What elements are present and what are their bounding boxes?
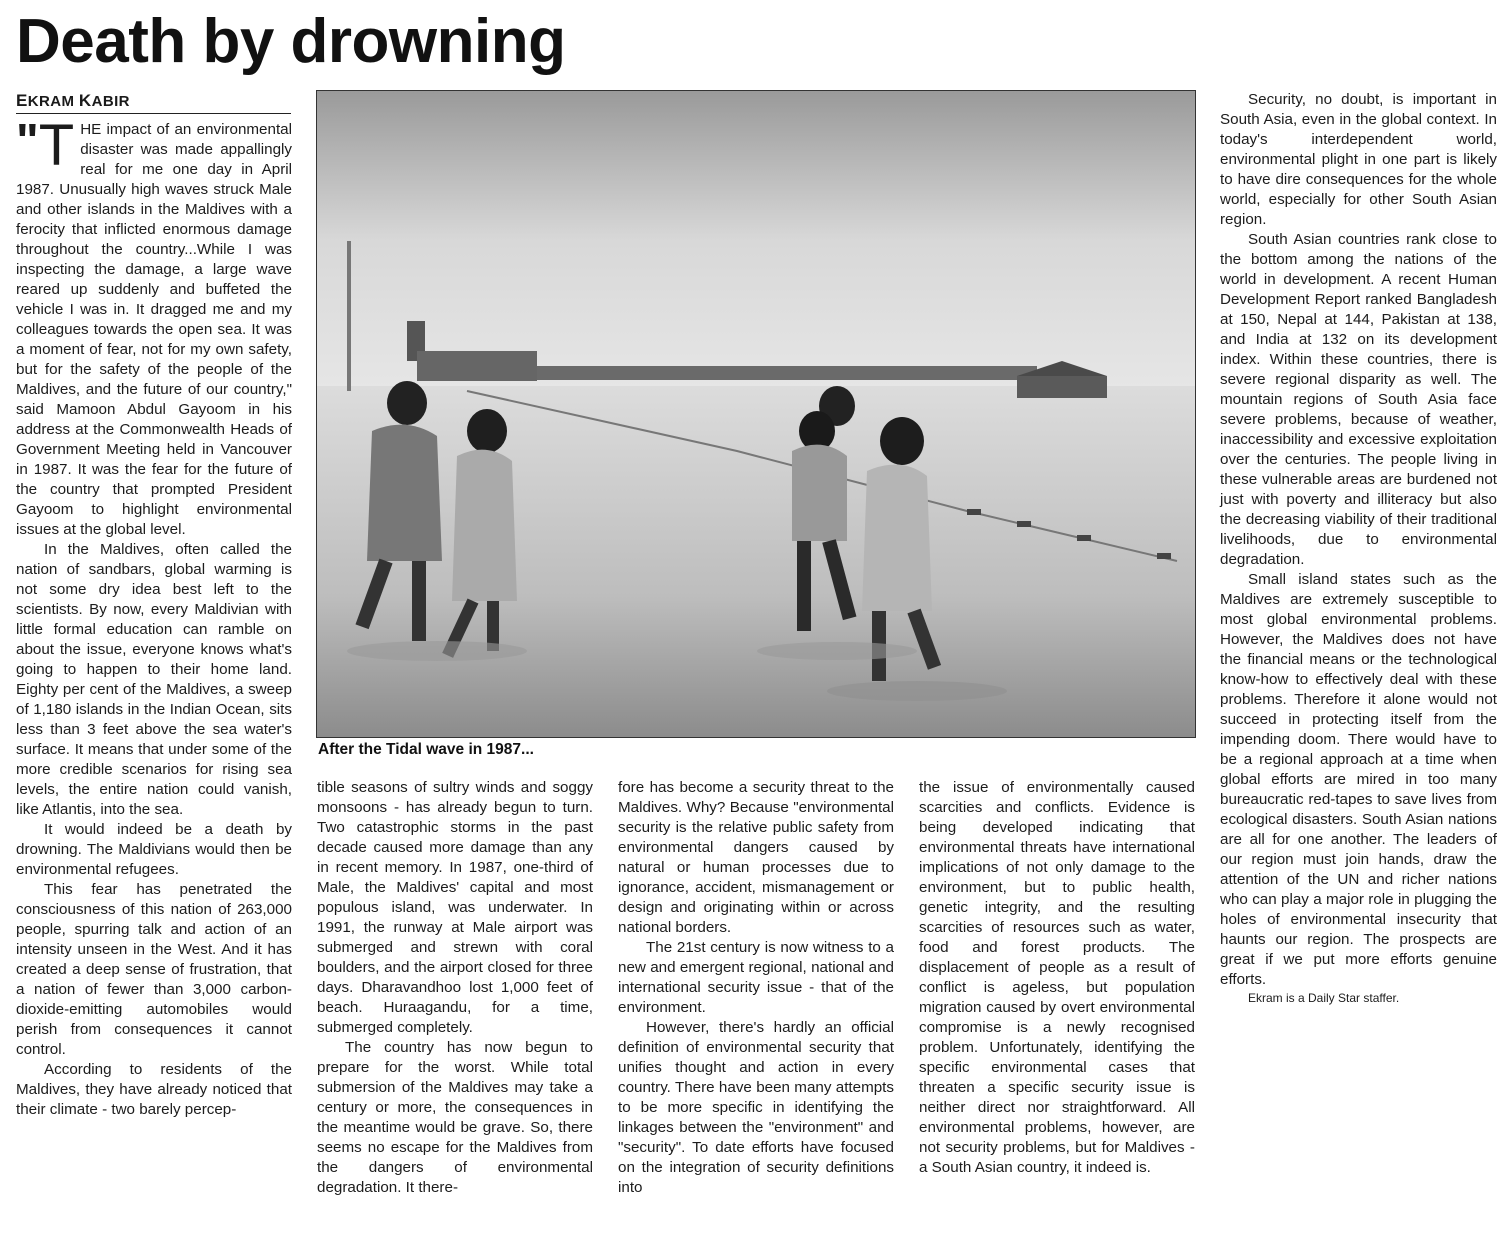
paragraph: However, there's hardly an official definition of environmental security that unifies thought and action in every country. There have been many attempts to be more specific in identifying the linkages between the "environment" and "security". To date efforts have focused on the integration of security definitions into [618, 1019, 894, 1196]
paragraph: According to residents of the Maldives, they have already noticed that their climate - two barely percep- [16, 1061, 292, 1118]
tidal-wave-photo-illustration [317, 91, 1195, 737]
paragraph: South Asian countries rank close to the bottom among the nations of the world in development. A recent Human Development Report ranked Bangladesh at 150, Nepal at 144, Pakistan at 138, and India at 132 on its development index. Within these countries, there is severe regional disparity as well. The mountain regions of South Asia face severe problems, because of weather, inaccessibility and excessive exploitation over the centuries. The people living in these vulnerable areas are burdened not just with poverty and illiteracy but also the decreasing viability of their traditional livelihoods, due to environmental degradation. [1220, 231, 1497, 568]
headline: Death by drowning [16, 7, 566, 76]
byline [16, 92, 291, 114]
paragraph: Security, no doubt, is important in South Asia, even in the global context. In today's interdependent world, environmental plight in one part is likely to have dire consequences for the whole world, especially for other South Asian region. [1220, 91, 1497, 228]
drop-cap-quote: " [16, 115, 39, 168]
paragraph-text: HE impact of an environmental disaster was made appallingly real for me one day in April 1987. Unusually high waves struck Male and other islands in the Maldives with a ferocity that inflicted enormous damage throughout the country...While I was inspecting the damage, a large wave reared up suddenly and buffeted the vehicle I was in. It dragged me and my colleagues towards the open sea. It was a moment of fear, not for my own safety, but for the safety of the people of the Maldives, and the future of our country," said Mamoon Abdul Gayoom in his address at the Commonwealth Heads of Government Meeting held in Vancouver in 1987. It was the fear for the future of the country that prompted President Gayoom to highlight environmental issues at the global level. [16, 121, 292, 538]
author-credit: Ekram is a Daily Star staffer. [1248, 991, 1400, 1005]
article-column-3 [618, 778, 894, 1198]
photo-caption: After the Tidal wave in 1987... [318, 741, 534, 758]
drop-cap [16, 113, 75, 178]
byline-last-name-rest: ABIR [91, 93, 130, 110]
byline-initial-last: K [78, 91, 92, 110]
byline-first-name-rest: KRAM [27, 93, 79, 110]
paragraph: This fear has penetrated the consciousness of this nation of 263,000 people, spurring talk and action of an intensity unseen in the West. And it has created a deep sense of frustration, that a nation of fewer than 3,000 carbon-dioxide-emitting automobiles would perish from consequences it cannot control. [16, 881, 292, 1058]
paragraph: The 21st century is now witness to a new and emergent regional, national and international security issue - that of the environment. [618, 939, 894, 1016]
paragraph-opening [16, 113, 292, 540]
paragraph: The country has now begun to prepare for the worst. While total submersion of the Maldives may take a century or more, the consequences in the meantime would be grave. So, there seems no escape for the Maldives from the dangers of environmental degradation. It there- [317, 1039, 593, 1196]
paragraph: Small island states such as the Maldives are extremely susceptible to most global environmental problems. However, the Maldives does not have the financial means or the technological know-how to effectively deal with these problems. Therefore it alone would not succeed in protecting itself from the impending doom. There would have to be a regional approach at a time when global efforts are mired in too many bureaucratic red-tapes to save lives from ecological disasters. South Asian nations are all for one another. The leaders of our region must join hands, draw the attention of the UN and richer nations who can play a major role in plugging the holes of environmental insecurity that haunts our region. The prospects are great if we put more efforts genuine efforts. [1220, 571, 1497, 988]
paragraph: tible seasons of sultry winds and soggy monsoons - has already begun to turn. Two catastrophic storms in the past decade caused more damage than any in recent memory. In 1987, one-third of Male, the Maldives' capital and most populous island, was underwater. In 1991, the runway at Male airport was submerged and strewn with coral boulders, and the airport closed for three days. Dharavandhoo lost 1,000 feet of beach. Huraagandu, for a time, submerged completely. [317, 779, 593, 1036]
article-column-1 [16, 113, 292, 1120]
article-column-4 [919, 778, 1195, 1178]
paragraph: fore has become a security threat to the Maldives. Why? Because "environmental security is the relative public safety from environmental dangers caused by natural or human processes due to ignorance, accident, mismanagement or design and originating within or across national borders. [618, 779, 894, 936]
byline-initial-first: E [16, 91, 28, 110]
paragraph: the issue of environmentally caused scarcities and conflicts. Evidence is being developed indicating that environmental threats have international implications of not only damage to the environment, but to public health, genetic integrity, and the resulting scarcities of resources such as water, food and forest products. The displacement of people as a result of conflict is ageless, but population migration caused by overt environmental compromise is a newly recognised problem. Unfortunately, identifying the specific environmental cases that threaten a specific security issue is neither direct nor straightforward. All environmental problems, however, are not security problems, but for Maldives - a South Asian country, it indeed is. [919, 779, 1195, 1176]
article-column-5 [1220, 90, 1497, 1006]
drop-cap-letter: T [38, 113, 75, 178]
paragraph: In the Maldives, often called the nation of sandbars, global warming is not some dry idea best left to the scientists. By now, every Maldivian with little formal education can ramble on about the issue, everyone knows what's going to happen to their home land. Eighty per cent of the Maldives, a sweep of 1,180 islands in the Indian Ocean, sits less than 3 feet above the sea water's surface. It means that under some of the more credible scenarios for rising sea levels, the entire nation could vanish, like Atlantis, into the sea. [16, 541, 292, 818]
news-photo [316, 90, 1196, 738]
article-column-2 [317, 778, 593, 1198]
paragraph: It would indeed be a death by drowning. The Maldivians would then be environmental refugees. [16, 821, 292, 878]
